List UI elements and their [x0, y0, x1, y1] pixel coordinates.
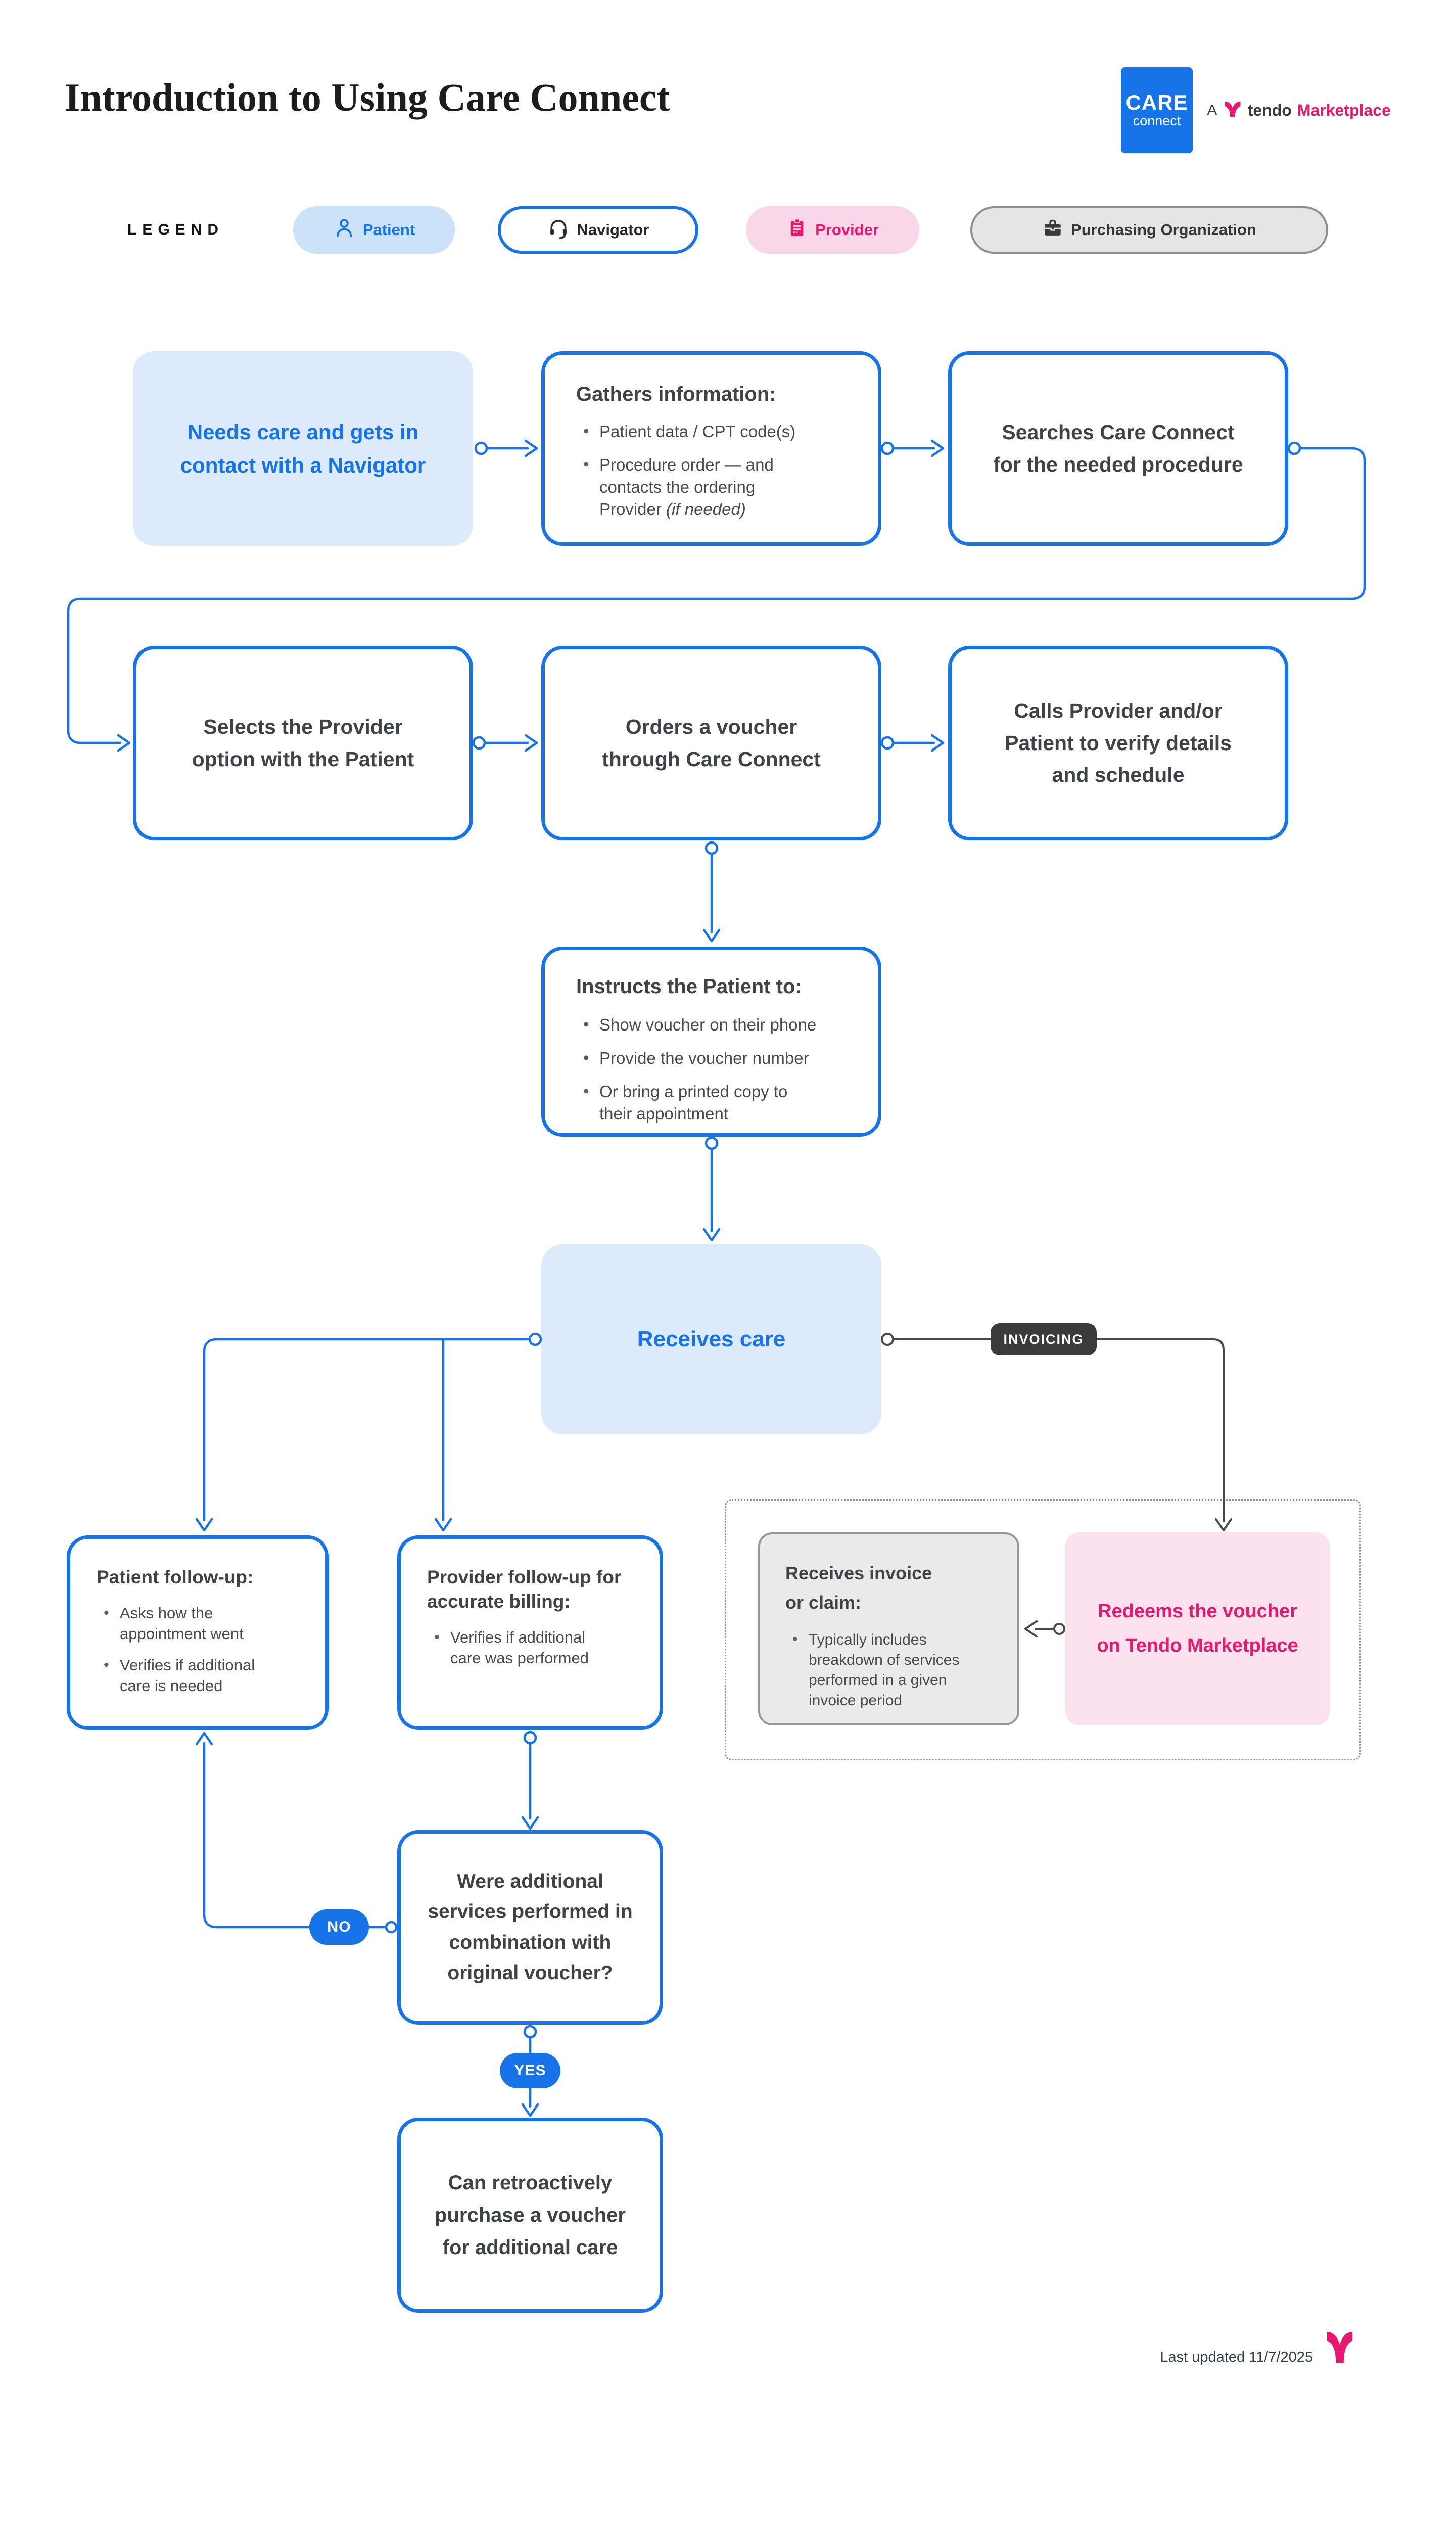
flow-box-provider-followup — [397, 1535, 663, 1730]
tendo-horn-icon — [1223, 100, 1242, 121]
flow-box-text: Orders a voucher through Care Connect — [602, 715, 821, 771]
legend-label: LEGEND — [127, 221, 224, 238]
legend-pill-label: Patient — [362, 221, 415, 239]
person-icon — [333, 217, 355, 243]
headset-icon — [547, 217, 570, 243]
bullet-list — [576, 420, 853, 534]
arrow-gathers-to-searches — [882, 441, 943, 456]
last-updated-text: Last updated 11/7/2025 — [1160, 2349, 1313, 2365]
flow-box-heading: Receives invoice or claim: — [785, 1563, 932, 1613]
flow-box-patient-followup — [67, 1535, 329, 1730]
tagline-brand: tendo — [1247, 101, 1292, 119]
flow-box-orders-voucher — [541, 646, 881, 840]
provider-badge-icon — [786, 217, 808, 243]
invoicing-badge: INVOICING — [991, 1323, 1097, 1355]
bullet-list — [97, 1603, 305, 1708]
flow-box-redeems-voucher — [1065, 1532, 1330, 1725]
flow-box-needs-care — [133, 351, 473, 546]
bullet-item: • Or bring a printed copy to their appointment — [580, 1081, 822, 1125]
bullet-item: • Provide the voucher number — [580, 1047, 853, 1069]
logo-care-text: CARE — [1125, 90, 1188, 115]
tagline-suffix: Marketplace — [1297, 101, 1391, 119]
flow-box-text: Were additional services performed in combination with original voucher? — [428, 1870, 633, 1984]
flow-box-instructs-patient — [541, 947, 881, 1137]
bullet-item: • Patient data / CPT code(s) — [580, 420, 822, 443]
flow-box-gathers-information — [541, 351, 881, 546]
bullet-item: • Show voucher on their phone — [580, 1014, 853, 1036]
flow-box-can-retroactively-purchase — [397, 2118, 663, 2313]
flow-box-heading: Provider follow-up for accurate billing: — [427, 1567, 622, 1612]
flow-box-were-additional-services — [397, 1830, 663, 2025]
bullet-list — [576, 1014, 853, 1138]
flow-box-text: Can retroactively purchase a voucher for additional care — [435, 2172, 626, 2259]
page-title: Introduction to Using Care Connect — [65, 75, 670, 119]
flow-box-receives-invoice — [758, 1532, 1019, 1725]
bullet-list — [427, 1627, 640, 1680]
bullet-item-italic: (if needed) — [666, 499, 746, 519]
bullet-list — [785, 1630, 999, 1723]
arrow-instructs-to-receives — [704, 1138, 719, 1240]
tagline-prefix: A — [1207, 101, 1217, 119]
legend-pill-purchasing — [970, 206, 1328, 254]
tendo-marketplace-tagline — [1207, 96, 1391, 124]
legend-pill-navigator — [498, 206, 698, 254]
flow-box-text: Receives care — [637, 1326, 786, 1351]
care-connect-logo — [1121, 67, 1193, 153]
legend-pill-label: Provider — [815, 221, 879, 239]
arrow-provider-followup-to-decision — [523, 1732, 538, 1829]
arrow-orders-to-calls — [882, 735, 943, 751]
arrow-orders-to-instructs — [704, 843, 719, 941]
legend-pill-provider — [746, 206, 919, 254]
arrow-selects-to-orders — [474, 735, 537, 751]
flow-box-calls-to-verify — [948, 646, 1288, 840]
bullet-item: • Asks how the appointment went — [101, 1603, 271, 1644]
legend-pill-label: Navigator — [577, 221, 649, 239]
bullet-item: • Verifies if additional care was performed — [431, 1627, 612, 1668]
flow-box-text: Needs care and gets in contact with a Navigator — [180, 420, 426, 477]
flow-box-text: Searches Care Connect for the needed procedure — [993, 420, 1243, 476]
logo-connect-text: connect — [1133, 113, 1181, 129]
briefcase-icon — [1042, 217, 1063, 243]
flow-box-receives-care — [541, 1244, 881, 1434]
flow-box-text: Redeems the voucher on Tendo Marketplace — [1097, 1601, 1298, 1656]
flow-box-heading: Gathers information: — [576, 383, 776, 405]
bullet-item: • Verifies if additional care is needed — [101, 1655, 287, 1696]
legend-pill-label: Purchasing Organization — [1071, 221, 1256, 239]
legend-pill-patient — [293, 206, 455, 254]
flow-box-searches-care-connect — [948, 351, 1288, 546]
bullet-item: • Procedure order — and contacts the ordering Provider (if needed) — [580, 454, 818, 521]
flow-box-heading: Instructs the Patient to: — [576, 975, 802, 998]
tendo-horn-icon — [1324, 2329, 1355, 2369]
arrow-receives-to-followups — [197, 1334, 541, 1530]
no-badge: NO — [309, 1909, 369, 1945]
flow-box-text: Selects the Provider option with the Patient — [192, 715, 414, 771]
arrow-needs-to-gathers — [476, 441, 537, 456]
arrow-no-path — [197, 1733, 396, 1932]
yes-badge: YES — [500, 2053, 560, 2088]
bullet-item: • Typically includes breakdown of services performed in a given invoice period — [789, 1630, 985, 1711]
flow-box-selects-provider — [133, 646, 473, 840]
flow-box-heading: Patient follow-up: — [97, 1567, 254, 1587]
flow-box-text: Calls Provider and/or Patient to verify details and schedule — [1005, 699, 1232, 787]
